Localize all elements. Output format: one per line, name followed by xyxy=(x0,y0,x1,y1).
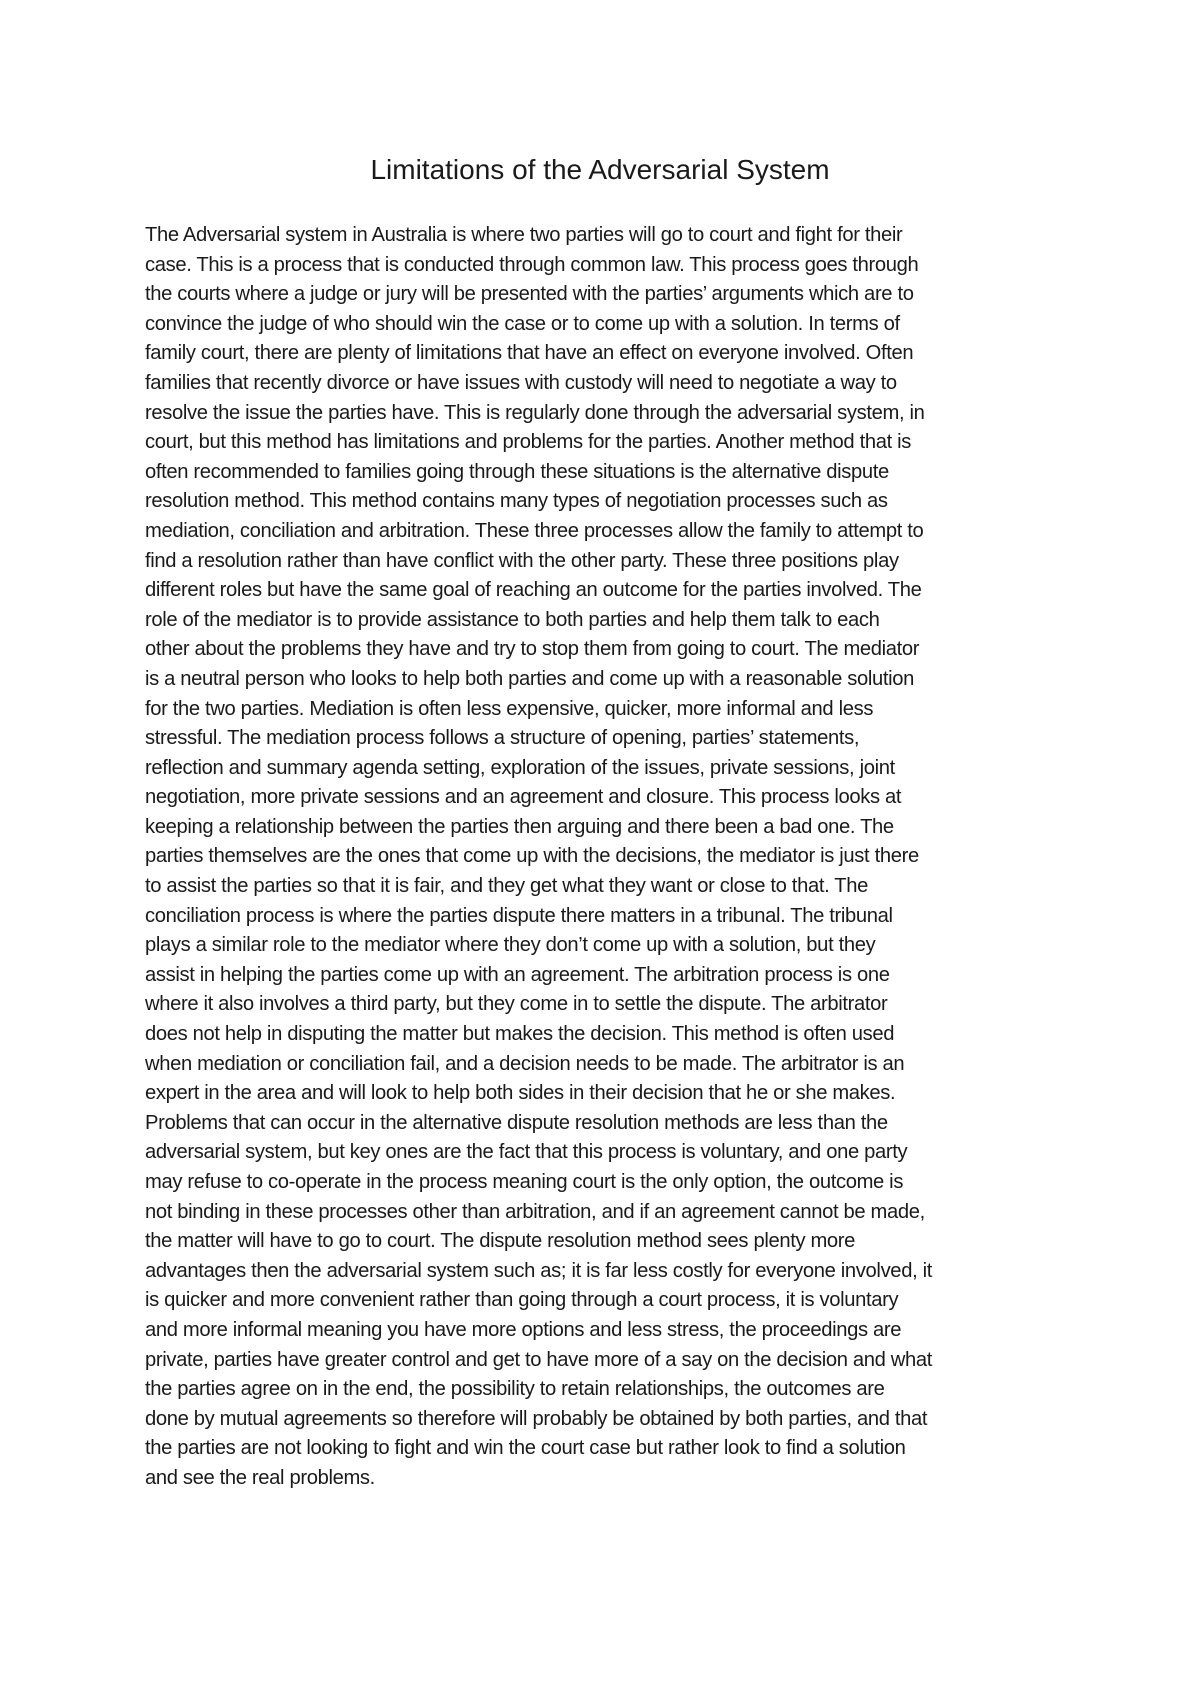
body-text-line: private, parties have greater control and get to have more of a say on the decision and what xyxy=(145,1348,933,1371)
body-text-line: the courts where a judge or jury will be presented with the parties’ arguments which are to xyxy=(145,283,914,306)
body-text-line: done by mutual agreements so therefore will probably be obtained by both parties, and that xyxy=(145,1407,928,1430)
body-text-line: mediation, conciliation and arbitration. These three processes allow the family to attempt to xyxy=(145,519,924,542)
body-text-line: reflection and summary agenda setting, exploration of the issues, private sessions, joint xyxy=(145,756,895,779)
body-text-line: does not help in disputing the matter but makes the decision. This method is often used xyxy=(145,1023,895,1046)
body-text-line: the parties are not looking to fight and win the court case but rather look to find a solution xyxy=(145,1437,906,1460)
body-text-line: negotiation, more private sessions and an agreement and closure. This process looks at xyxy=(145,786,902,809)
body-text-line: convince the judge of who should win the case or to come up with a solution. In terms of xyxy=(145,312,900,335)
body-text-line: advantages then the adversarial system such as; it is far less costly for everyone involved, it xyxy=(145,1259,932,1282)
body-text-line: and more informal meaning you have more options and less stress, the proceedings are xyxy=(145,1318,902,1341)
body-text-line: often recommended to families going through these situations is the alternative dispute xyxy=(145,460,889,483)
document-body xyxy=(145,221,1065,1494)
body-text-line: Problems that can occur in the alternative dispute resolution methods are less than the xyxy=(145,1111,888,1134)
body-text-line: families that recently divorce or have issues with custody will need to negotiate a way to xyxy=(145,371,897,394)
document-title: Limitations of the Adversarial System xyxy=(370,154,830,185)
body-text-line: keeping a relationship between the parties then arguing and there been a bad one. The xyxy=(145,815,894,838)
body-text-line: case. This is a process that is conducted through common law. This process goes through xyxy=(145,253,919,276)
body-text-line: resolution method. This method contains many types of negotiation processes such as xyxy=(145,490,888,513)
body-text-line: may refuse to co-operate in the process meaning court is the only option, the outcome is xyxy=(145,1171,904,1193)
body-text-line: expert in the area and will look to help both sides in their decision that he or she makes. xyxy=(145,1082,896,1105)
body-text-line: the parties agree on in the end, the possibility to retain relationships, the outcomes are xyxy=(145,1378,885,1401)
body-text-line: other about the problems they have and try to stop them from going to court. The mediator xyxy=(145,638,920,661)
body-text-line: where it also involves a third party, but they come in to settle the dispute. The arbitrator xyxy=(145,993,888,1016)
body-text-line: the matter will have to go to court. The dispute resolution method sees plenty more xyxy=(145,1230,856,1253)
body-text-line: conciliation process is where the parties dispute there matters in a tribunal. The tribunal xyxy=(145,904,893,927)
body-text-line: assist in helping the parties come up with an agreement. The arbitration process is one xyxy=(145,963,890,986)
body-text-line: stressful. The mediation process follows a structure of opening, parties’ statements, xyxy=(145,727,860,750)
body-text-line: when mediation or conciliation fail, and a decision needs to be made. The arbitrator is an xyxy=(145,1052,905,1075)
body-text-line: is quicker and more convenient rather than going through a court process, it is voluntary xyxy=(145,1289,899,1312)
body-text-line: resolve the issue the parties have. This is regularly done through the adversarial system, in xyxy=(145,401,925,424)
body-text-line: role of the mediator is to provide assistance to both parties and help them talk to each xyxy=(145,608,880,631)
body-text-line: is a neutral person who looks to help both parties and come up with a reasonable solution xyxy=(145,667,914,690)
body-text-line: court, but this method has limitations and problems for the parties. Another method that is xyxy=(145,431,911,454)
body-text-line: not binding in these processes other than arbitration, and if an agreement cannot be made, xyxy=(145,1200,925,1223)
body-text-line: to assist the parties so that it is fair, and they get what they want or close to that. The xyxy=(145,875,868,898)
body-text-line: adversarial system, but key ones are the fact that this process is voluntary, and one party xyxy=(145,1141,908,1164)
body-text-line: different roles but have the same goal of reaching an outcome for the parties involved. The xyxy=(145,579,922,602)
body-text-line: find a resolution rather than have conflict with the other party. These three positions play xyxy=(145,549,899,572)
body-text-line: plays a similar role to the mediator where they don’t come up with a solution, but they xyxy=(145,934,876,957)
body-text-line: parties themselves are the ones that come up with the decisions, the mediator is just there xyxy=(145,845,919,868)
body-text-line: and see the real problems. xyxy=(145,1466,375,1489)
body-text-line: for the two parties. Mediation is often less expensive, quicker, more informal and less xyxy=(145,697,874,720)
body-text-line: family court, there are plenty of limitations that have an effect on everyone involved. Often xyxy=(145,342,914,365)
body-text-line: The Adversarial system in Australia is where two parties will go to court and fight for their xyxy=(145,224,903,246)
